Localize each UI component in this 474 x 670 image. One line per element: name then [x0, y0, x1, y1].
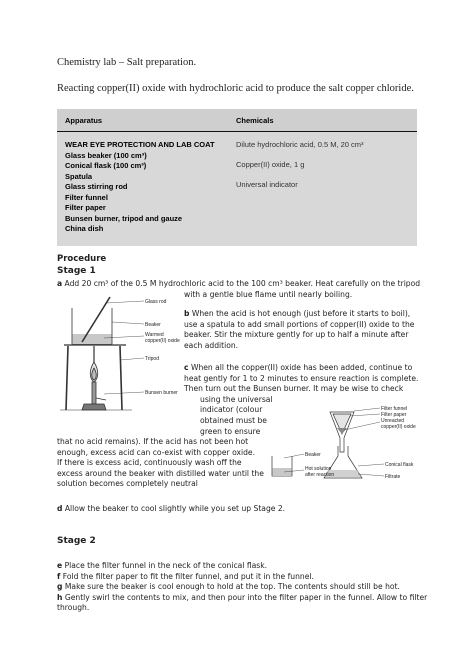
apparatus-item: Glass stirring rod	[65, 182, 128, 191]
step-d	[57, 504, 285, 515]
chemical-item: Universal indicator	[236, 180, 298, 189]
step-text: Make sure the beaker is cool enough to hold at the top. The contents should still be hot.	[64, 582, 400, 592]
step-g	[57, 582, 427, 593]
apparatus-item: Bunsen burner, tripod and gauze	[65, 213, 183, 223]
step-c-line: heat gently for 1 to 2 minutes to ensure reaction is complete.	[184, 373, 419, 383]
intro-text: Reacting copper(II) oxide with hydrochloric acid to produce the salt copper chloride.	[57, 83, 414, 94]
step-text: Place the filter funnel in the neck of the conical flask.	[64, 561, 268, 570]
apparatus-item: Conical flask (100 cm³)	[65, 161, 147, 170]
step-c-line: green to ensure	[200, 426, 261, 436]
step-c-line: excess around the beaker with distilled water until the	[57, 468, 264, 478]
stage1-heading: Stage 1	[57, 266, 96, 276]
chemical-item: Dilute hydrochloric acid, 0.5 M, 20 cm³	[236, 140, 364, 149]
step-c-line: indicator (colour	[200, 405, 263, 415]
step-letter: e	[57, 561, 63, 570]
stage2-heading: Stage 2	[57, 536, 96, 546]
step-letter: h	[57, 592, 63, 602]
step-c-line: enough, excess acid can co-exist with copper oxide.	[57, 447, 256, 457]
step-letter: f	[57, 571, 61, 581]
label-mixture-2: copper(II) oxide	[145, 338, 180, 344]
step-c-cont	[57, 437, 264, 490]
filtration-apparatus-diagram	[270, 400, 438, 480]
step-a-text: Add 20 cm³ of the 0.5 M hydrochloric acid to the 100 cm³ beaker. Heat carefully on the tripod	[64, 279, 421, 288]
chemicals-cell	[228, 132, 417, 247]
label-filter-funnel: Filter funnel	[381, 406, 408, 412]
step-c-line: When all the copper(II) oxide has been added, continue to	[190, 363, 413, 372]
label-unreacted-2: copper(II) oxide	[381, 424, 416, 430]
label-tripod: Tripod	[145, 356, 159, 362]
step-text: Gently swirl the contents to mix, and then pour into the filter paper in the funnel. Allow to filter	[64, 592, 428, 602]
label-conical-flask: Conical flask	[385, 462, 414, 468]
step-c-line: obtained must be	[200, 415, 267, 425]
label-filtrate: Filtrate	[385, 474, 401, 480]
step-b	[184, 309, 414, 351]
step-d-text: Allow the beaker to cool slightly while you set up Stage 2.	[64, 504, 286, 513]
apparatus-item: WEAR EYE PROTECTION AND LAB COAT	[65, 140, 215, 149]
step-letter: d	[57, 504, 63, 513]
step-h-cont: through.	[57, 603, 90, 613]
step-a	[57, 279, 420, 290]
label-unreacted-1: Unreacted	[381, 418, 405, 424]
procedure-heading: Procedure	[57, 254, 107, 264]
label-beaker: Beaker	[145, 322, 161, 328]
step-b-line: each addition.	[184, 340, 239, 350]
step-f	[57, 572, 427, 583]
apparatus-item: Filter paper	[65, 203, 106, 212]
step-letter: b	[184, 309, 190, 318]
step-letter: g	[57, 582, 63, 592]
step-c-line: solution becomes completely neutral	[57, 479, 198, 489]
label-hot-solution-2: after reaction	[305, 472, 335, 478]
step-a-cont: with a gentle blue flame until nearly boiling.	[184, 290, 353, 299]
step-h	[57, 593, 427, 604]
chemical-item: Copper(II) oxide, 1 g	[236, 160, 305, 169]
table-header-chemicals: Chemicals	[228, 109, 417, 132]
step-e	[57, 561, 427, 572]
step-b-line: beaker. Stir the mixture gently for up to half a minute after	[184, 330, 409, 340]
step-c-line: that no acid remains). If the acid has not been hot	[57, 437, 249, 446]
table-header-apparatus: Apparatus	[57, 109, 228, 132]
step-letter: c	[184, 363, 189, 372]
apparatus-item: Glass beaker (100 cm³)	[65, 150, 147, 160]
label-beaker-2: Beaker	[305, 452, 321, 458]
apparatus-cell	[57, 132, 228, 247]
apparatus-item: Filter funnel	[65, 192, 108, 202]
step-c-line: If there is excess acid, continuously wash off the	[57, 458, 242, 468]
label-bunsen: Bunsen burner	[145, 390, 178, 396]
page-title: Chemistry lab – Salt preparation.	[57, 57, 197, 68]
label-hot-solution-1: Hot solution	[305, 466, 332, 472]
apparatus-item: Spatula	[65, 171, 93, 181]
apparatus-item: China dish	[65, 224, 104, 233]
step-letter: a	[57, 279, 63, 288]
label-glass-rod: Glass rod	[145, 299, 167, 305]
step-text: Fold the filter paper to fit the filter funnel, and put it in the funnel.	[62, 571, 314, 581]
label-mixture-1: Warmed	[145, 332, 164, 338]
label-filter-paper: Filter paper	[381, 412, 407, 418]
apparatus-chemicals-table	[57, 109, 417, 246]
step-b-line: use a spatula to add small portions of copper(II) oxide to the	[184, 319, 415, 329]
step-c-line: using the universal	[200, 394, 273, 404]
step-b-line: When the acid is hot enough (just before it starts to boil),	[191, 309, 411, 318]
stage2-steps	[57, 561, 427, 614]
heating-apparatus-diagram	[60, 294, 186, 416]
step-c-line: Then turn out the Bunsen burner. It may be wise to check	[184, 384, 404, 394]
